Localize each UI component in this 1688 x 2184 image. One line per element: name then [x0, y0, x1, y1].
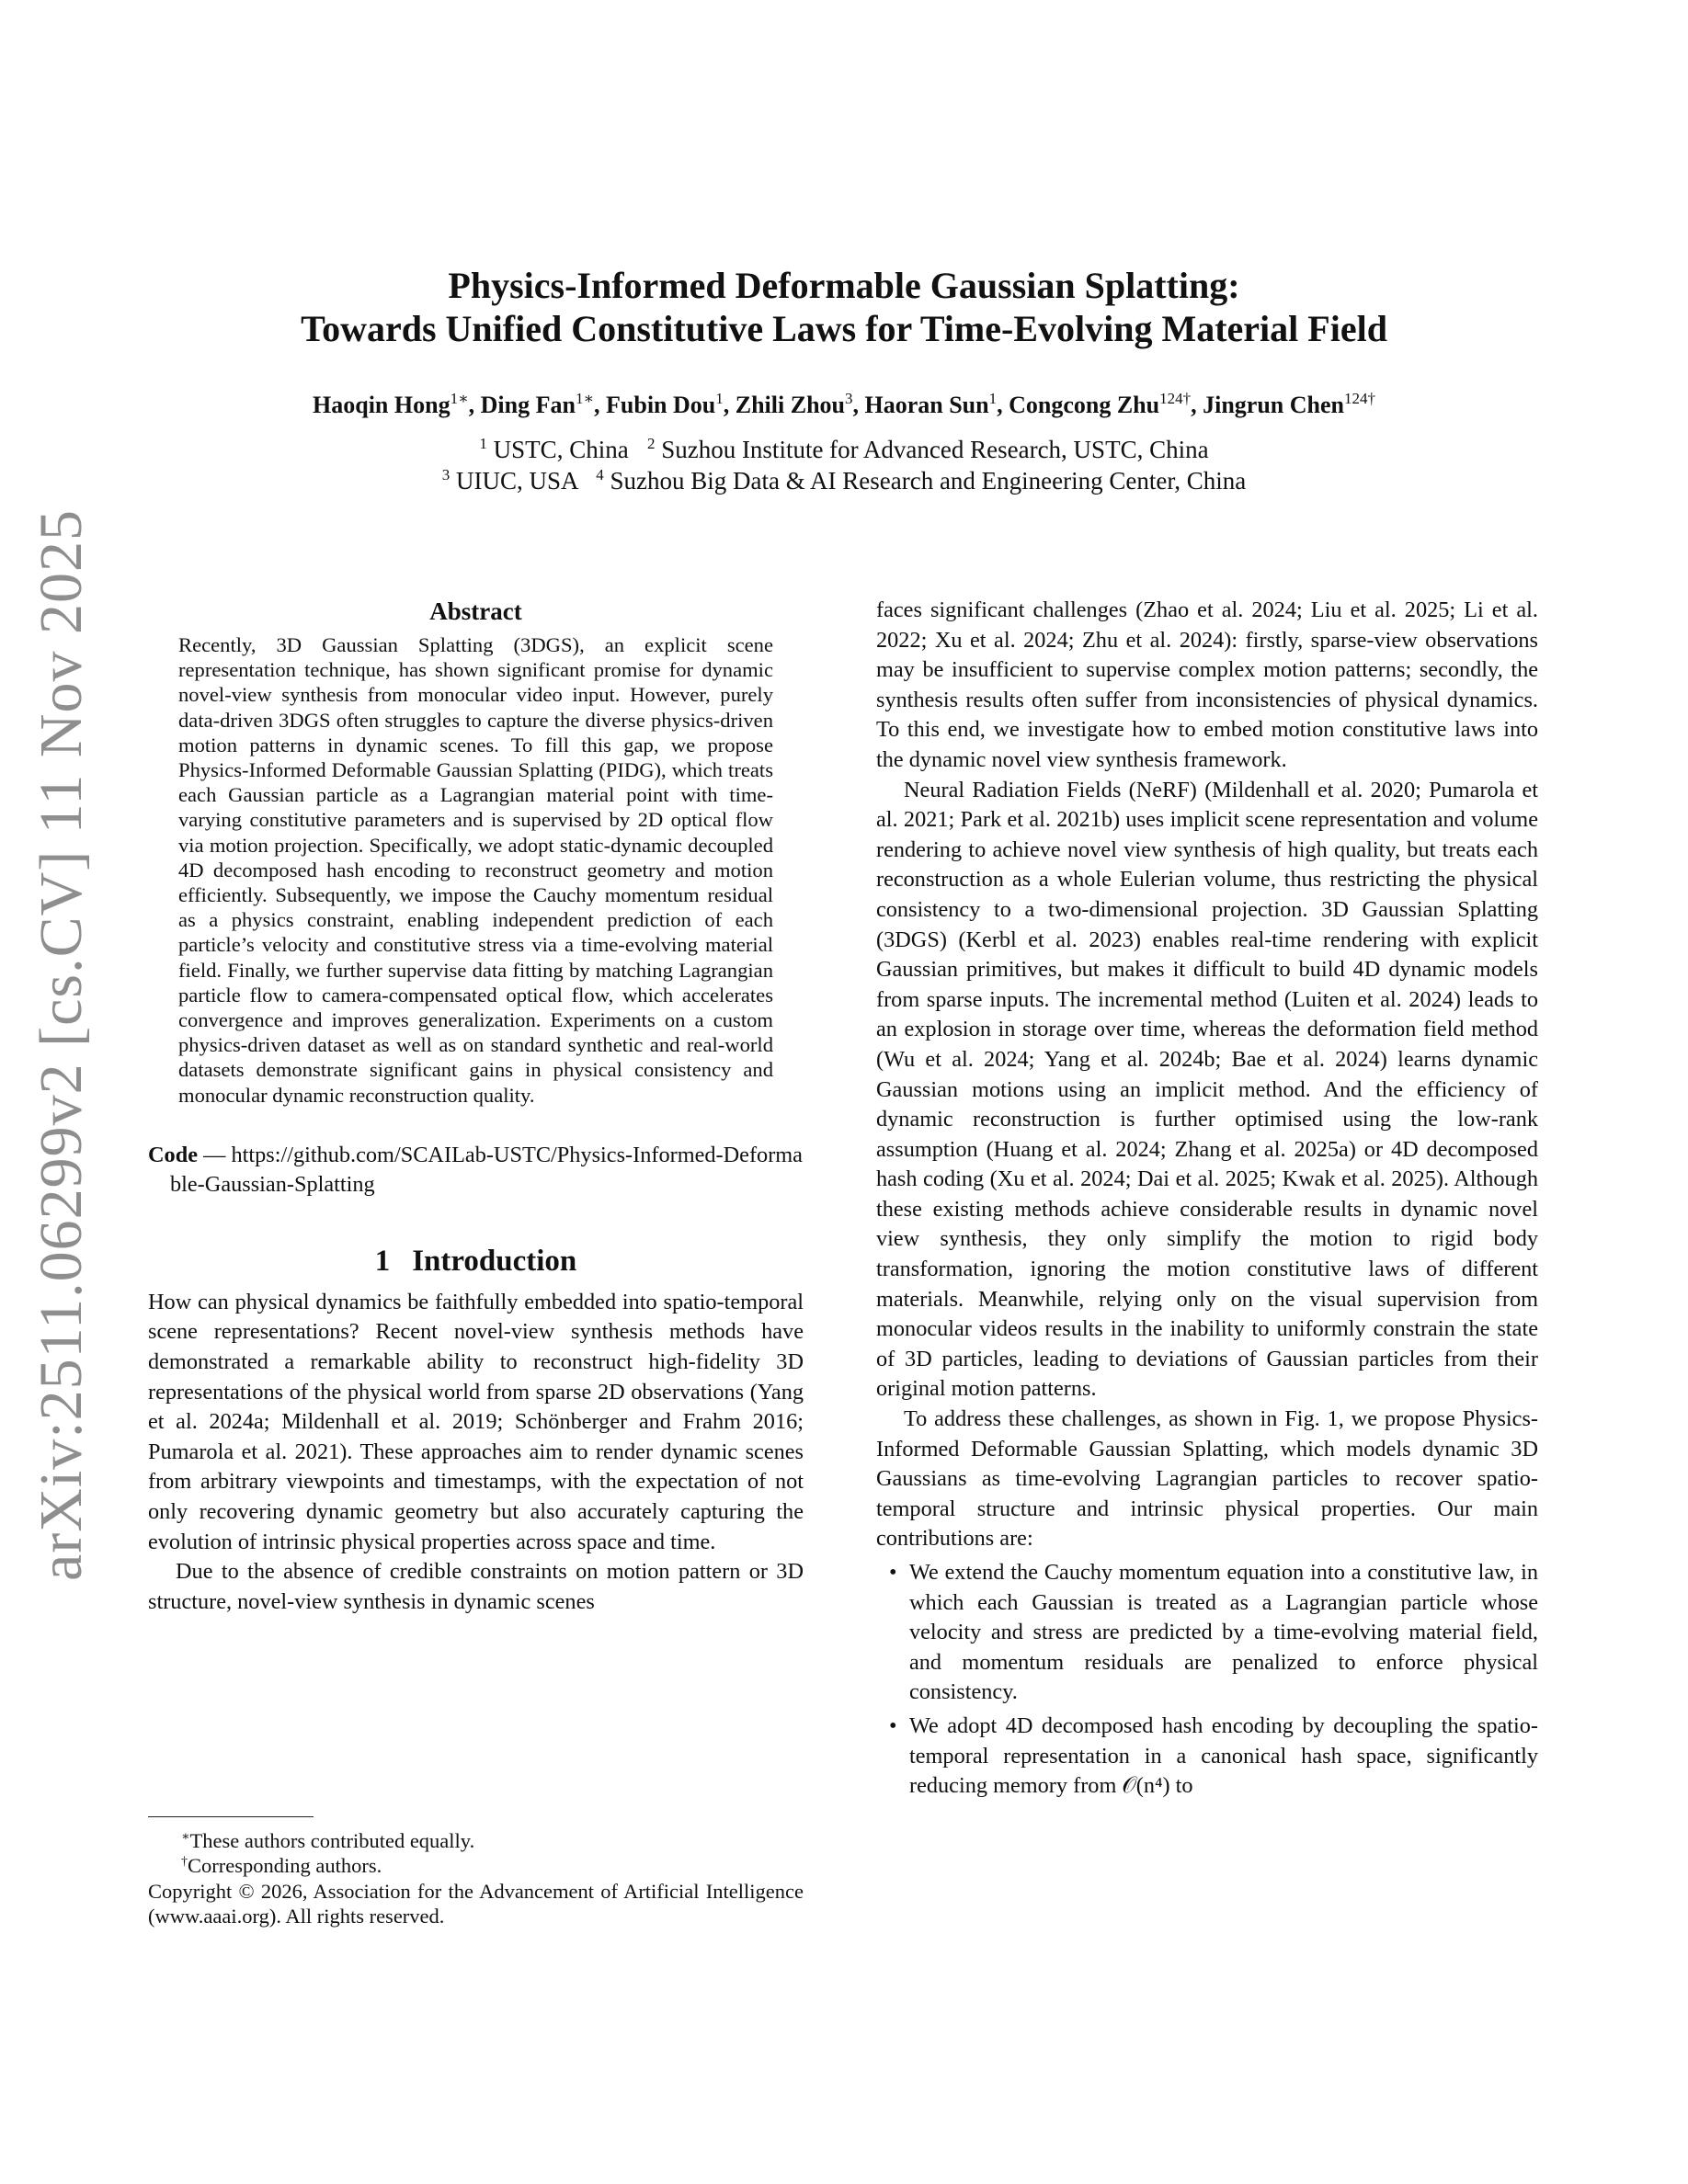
bullet-icon: •	[889, 1560, 897, 1585]
affil-number: 3	[441, 466, 451, 483]
title-line-2: Towards Unified Constitutive Laws for Time-Evolving Material Field	[301, 308, 1387, 349]
footnote-text: These authors contributed equally.	[189, 1829, 475, 1852]
footnote-corresponding	[148, 1853, 804, 1878]
author-name: Haoran Sun	[864, 392, 989, 418]
author-list: Haoqin Hong$^{1∗}$, Ding Fan$^{1∗}$, Fubin Dou$^1$, Zhili Zhou$^3$, Haoran Sun$^1$, Congcong Zhu$^{124\dagger}$, Jingrun Chen$^{124\dagger}$	[313, 390, 1375, 418]
author-affil-mark: 1∗	[450, 390, 469, 407]
intro-paragraph-3: Neural Radiation Fields (NeRF) (Mildenhall et al. 2020; Pumarola et al. 2021; Park et al. 2021b) uses implicit scene representation and volume rendering to achieve novel view synthesis of high quality, but treats each reconstruction as a whole Eulerian volume, thus restricting the physical consistency to a two-dimensional projection. 3D Gaussian Splatting (3DGS) (Kerbl et al. 2023) enables real-time rendering with explicit Gaussian primitives, but makes it difficult to build 4D dynamic models from sparse inputs. The incremental method (Luiten et al. 2024) leads to an explosion in storage over time, whereas the deformation field method (Wu et al. 2024; Yang et al. 2024b; Bae et al. 2024) learns dynamic Gaussian motions using an implicit method. And the efficiency of dynamic reconstruction is further optimised using the low-rank assumption (Huang et al. 2024; Zhang et al. 2025a) or 4D decomposed hash coding (Xu et al. 2024; Dai et al. 2025; Kwak et al. 2025). Although these existing methods achieve considerable results in dynamic novel view synthesis, they only simplify the motion to rigid body transformation, ignoring the motion constitutive laws of different materials. Meanwhile, relying only on the visual supervision from monocular videos results in the inability to uniformly constrain the state of 3D particles, leading to deviations of Gaussian particles from their original motion patterns.	[876, 777, 1538, 1402]
affil-name: Suzhou Big Data & AI Research and Engineering Center, China	[610, 467, 1247, 495]
footnote-rule	[148, 1816, 314, 1817]
section-number: 1	[374, 1244, 391, 1278]
author-affil-mark: 1	[988, 390, 998, 407]
affil-name: USTC, China	[493, 436, 629, 463]
intro-paragraph-2-continued: faces significant challenges (Zhao et al. 2024; Liu et al. 2025; Li et al. 2022; Xu et al. 2024; Zhu et al. 2024): firstly, sparse-view observations may be insufficient to supervise complex motion patterns; secondly, the synthesis results often suffer from inconsistencies of physical dynamics. To this end, we investigate how to embed motion constitutive laws into the dynamic novel view synthesis framework.	[876, 597, 1538, 772]
author-name: Congcong Zhu	[1009, 392, 1160, 418]
title-line-1: Physics-Informed Deformable Gaussian Splatting:	[448, 265, 1240, 306]
affil-number: 2	[646, 435, 656, 452]
affil-number: 1	[479, 435, 487, 452]
left-column	[148, 596, 804, 1617]
footnote-mark: ∗	[181, 1830, 190, 1844]
affiliations-line-2	[0, 465, 1688, 496]
affil-name: UIUC, USA	[455, 467, 578, 495]
author-affil-mark: 1∗	[575, 390, 595, 407]
code-availability	[148, 1141, 804, 1200]
contribution-item	[876, 1712, 1538, 1802]
contribution-text: We extend the Cauchy momentum equation into a constitutive law, in which each Gaussian is treated as a Lagrangian particle whose velocity and stress are predicted by a time-evolving material field, and momentum residuals are penalized to enforce physical consistency.	[909, 1560, 1538, 1705]
author-name: Fubin Dou	[606, 392, 716, 418]
author-affil-mark: 3	[844, 390, 853, 407]
intro-paragraph-4: To address these challenges, as shown in Fig. 1, we propose Physics-Informed Deformable Gaussian Splatting, which models dynamic 3D Gaussians as time-evolving Lagrangian particles to recover spatio-temporal structure and intrinsic physical properties. Our main contributions are:	[876, 1406, 1538, 1552]
section-title: Introduction	[412, 1244, 577, 1278]
intro-paragraph-2: Due to the absence of credible constraints on motion pattern or 3D structure, novel-view synthesis in dynamic scenes	[148, 1559, 804, 1614]
affil-number: 4	[596, 466, 604, 483]
affiliations-line-1	[0, 434, 1688, 465]
bullet-icon: •	[889, 1712, 897, 1738]
code-repo-link[interactable]: https://github.com/SCAILab-USTC/Physics-Informed-Deformable-Gaussian-Splatting	[170, 1142, 803, 1197]
code-dash: —	[198, 1142, 232, 1167]
author-affil-mark: 124†	[1343, 390, 1375, 407]
code-label: Code	[148, 1142, 198, 1167]
author-affil-mark: 124†	[1159, 390, 1192, 407]
contribution-text: We adopt 4D decomposed hash encoding by decoupling the spatio-temporal representation in a canonical hash space, significantly reducing memory from 𝒪(n⁴) to	[909, 1712, 1538, 1799]
intro-paragraph-1: How can physical dynamics be faithfully embedded into spatio-temporal scene representations? Recent novel-view synthesis methods have demonstrated a remarkable ability to reconstruct high-fidelity 3D representations of the physical world from sparse 2D observations (Yang et al. 2024a; Mildenhall et al. 2019; Schönberger and Frahm 2016; Pumarola et al. 2021). These approaches aim to render dynamic scenes from arbitrary viewpoints and timestamps, with the expectation of not only recovering dynamic geometry but also accurately capturing the evolution of intrinsic physical properties across space and time.	[148, 1289, 804, 1554]
abstract-text: Recently, 3D Gaussian Splatting (3DGS), an explicit scene representation technique, has shown significant promise for dynamic novel-view synthesis from monocular video input. However, purely data-driven 3DGS often struggles to capture the diverse physics-driven motion patterns in dynamic scenes. To fill this gap, we propose Physics-Informed Deformable Gaussian Splatting (PIDG), which treats each Gaussian particle as a Lagrangian material point with time-varying constitutive parameters and is supervised by 2D optical flow via motion projection. Specifically, we adopt static-dynamic decoupled 4D decomposed hash encoding to reconstruct geometry and motion efficiently. Subsequently, we impose the Cauchy momentum residual as a physics constraint, enabling independent prediction of each particle’s velocity and constitutive stress via a time-evolving material field. Finally, we further supervise data fitting by matching Lagrangian particle flow to camera-compensated optical flow, which accelerates convergence and improves generalization. Experiments on a custom physics-driven dataset as well as on standard synthetic and real-world datasets demonstrate significant gains in physical consistency and monocular dynamic reconstruction quality.	[178, 633, 773, 1107]
contribution-item	[876, 1558, 1538, 1708]
paper-title	[0, 264, 1688, 350]
author-name: Jingrun Chen	[1203, 392, 1344, 418]
footnote-text: Corresponding authors.	[188, 1854, 382, 1878]
author-name: Zhili Zhou	[735, 392, 845, 418]
right-column	[876, 596, 1538, 1802]
author-name: Haoqin Hong	[313, 392, 451, 418]
footnote-mark: †	[181, 1855, 188, 1870]
author-affil-mark: 1	[715, 390, 724, 407]
abstract-heading: Abstract	[429, 597, 522, 625]
affil-name: Suzhou Institute for Advanced Research, USTC, China	[661, 436, 1209, 463]
arxiv-identifier-stamp: arXiv:2511.06299v2 [cs.CV] 11 Nov 2025	[28, 509, 95, 1581]
copyright-notice: Copyright © 2026, Association for the Advancement of Artificial Intelligence (www.aaai.org). All rights reserved.	[148, 1879, 804, 1928]
author-name: Ding Fan	[480, 392, 576, 418]
footnotes	[148, 1816, 804, 1928]
section-heading-introduction	[148, 1242, 804, 1280]
footnote-equal-contribution	[148, 1828, 804, 1853]
contributions-list	[876, 1558, 1538, 1802]
